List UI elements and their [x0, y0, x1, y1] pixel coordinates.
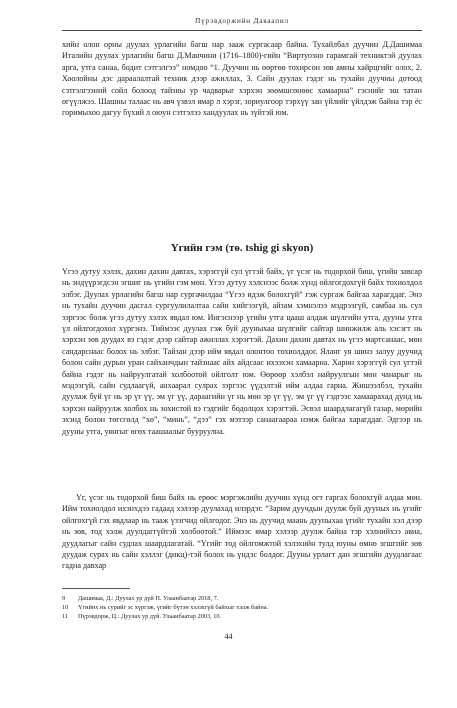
footnotes: [62, 594, 422, 621]
footnote-number: 9: [62, 595, 66, 602]
footnote-text: Үгийнх нь сурийг эс хүргэж, үгийг бүтэн хэлэхгүй байхыг хэлж байна.: [78, 604, 269, 611]
footnote: [62, 603, 422, 612]
footnote-text: Дашимаа, Д.: Дуулах ур дүй П. Улаанбаатар 2018, 7.: [78, 595, 219, 602]
header-rule: [62, 30, 422, 31]
paragraph-text: Үг, үсэг нь тодорхой биш байх нь ерөөс мэргэжлийн дуучин хүнд огт гаргах болохгүй алдаа мөн. Ийм тохиолдол ихэнхдээ гадаад хэлээр дуулахад илэрдэг. “Зарим дуучдын дуулж буй дууных нь үгийг ойлгохгүй гэх явдлаар нь тааж үзэгчид ойлгодог. Энэ нь дуучид маань дууныхаа үгийг тухайн хэл дээр нь зөв, тод хэлж дуулдаггүйтэй холбоотой.” Иймээс ямар хэлээр дуулж байна тэр хэлнийхээ авиа, дуудлагыг сайн судлах шаардлагатай. “Үгийг тод ойлгомжтой хэлэхийн тулд юуны өмнө эгшгийг зөв дуудаж сурах нь сайн хэллэг (дикц)-тэй болох нь үндэс болдог. Дууны урлагт дан эгшгийн дуудлагаас гадна давхар: [62, 493, 422, 571]
footnote-number: 10: [62, 604, 69, 611]
paragraph-text: Үгээ дутуу хэлэх, дахин дахин давтах, хэрэггүй сул үгтэй байх, үг үсэг нь тодорхой биш, үгийн завсар нь эндүүрэгдсэн эгшиг нь үгийн гэм мөн. Үгээ дутуу хэлснээс болж хүнд ойлгогдохгүй байх тохиолдол элбэг. Дуулах урлагийн багш нар сургачилдаа “Үгээ идэж болохгүй” гэж сургаж байгаа харагддаг. Энэ нь тухайн дуучин дасгал сургуулилалтаа сайн хийгээгүй, айзам хэмнэлээ мэдрээгүй, самбаа нь сул зэргээс болж үгээ дутуу хэлэх явдал юм. Ингэснээр үгийн утга цааш алдаж шүлгийн утга, дууны утга үл ойлгогдохол хүргэнэ. Тиймээс дуулах гэж буй дууныхаа шүлгийг сайтар шинжилж аль хэсэгт нь хэрхэн зөв дуудах вэ гэдэг дээр сайтар ажиллах хэрэгтэй. Дахин дахин давтах нь үгээ мартсанаас, мөн сандарснаас болох нь элбэг. Тайзан дээр ийм явдал олонтоо тохиолддог. Яланг уя шинэ залуу дуучид болон сайн дурын уран сайханчдын тайзнаас айх айдсаас ихээхэн хамаарна. Харин хэрэггүй сул үгтэй байна гэдэг нь найруулгатай холбоотой ойлголт юм. Өөрөөр хэлбэл найруулгын мөн чанарыг нь мэдээгүй, сайн судлаагүй, анхаарал сулрах зэргээс үүдэлтэй ийм алдаа гарна. Жишээлбэл, тухайн дуулаж буй үг нь эр үг үү, эм үг үү, дараагийн үг нь мөн эр үг үү, эм үг үү гэдгээс хамаарахад дунд нь хэрхэн найруулж холбох нь зохистой вэ гэдгийг бодолцох хэрэгтэй. Эсвэл шаардлагагүй газар, мөрийн эхэнд болон төгсгөлд “хө”, “минь”, “дээ” гэх мэтээр санаагаараа нэмж байгаа харагддаг. Эдгээр нь дууны утга, уянгыг өгөх таашаалыг бууруулна.: [62, 267, 422, 436]
footnote-rule: [62, 588, 130, 589]
running-header: Пүрэвдоржийн Даваапил: [195, 17, 289, 25]
paragraph-text: хийн олон орны дуулах урлагийн багш нар зааж сургасаар байна. Тухайлбал дуучин Д.Дашимаа Италийн дуулах урлагийн багш Д.Манчини (1716–1800)-гийн “Виртуозно гарамгай техниктэй дуулах арга, утга санаа, бодит сэтгэлгээ” номдоо “1. Дуучин нь өөртөө тохирсон зөв амны хайрцгийг олох, 2. Хоолойны дэс дараалалтай техник дээр ажиллах, 3. Сайн дуулах гэдэг нь тухайн дуучны дотоод сэтгэлгээний сойл болоод тайзны ур чадварыг хэрхэн зөөмшсөнөөс хамаарна” гэснийг эш татан өгүүлжээ. Шашны талаас нь авч үзвэл ямар л хэрэг, зориулгоор тэрхүү зан үйлийг үйлдэж байна тэр ёс горимыхоо дагуу бүхий л оюун сэтгэлээ хандуулах нь зүйтэй юм.: [62, 40, 422, 118]
footnote-text: Пүрэвдорж, Ц.: Дуулах ур дүй. Улаанбаатар 2003, 10.: [78, 613, 222, 620]
footnote: [62, 612, 422, 621]
section-heading: Үгийн гэм (тө. tshig gi skyon): [170, 242, 314, 254]
body-paragraph-main: [62, 266, 422, 437]
footnote: [62, 594, 422, 603]
body-paragraph-second: [62, 492, 422, 572]
page-number: 44: [224, 632, 233, 641]
footnote-number: 11: [62, 613, 69, 620]
body-paragraph-intro: [62, 39, 422, 119]
